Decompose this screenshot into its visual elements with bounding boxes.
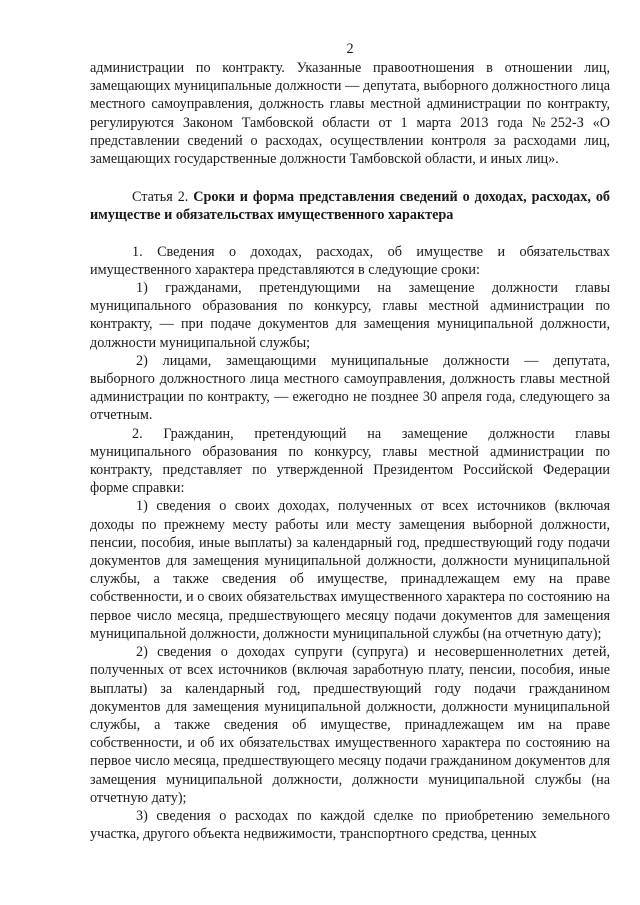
paragraph-item-1: 1. Сведения о доходах, расходах, об имуществе и обязательствах имущественного характера представляются в следующие сроки:	[90, 243, 610, 278]
paragraph-item-2: 2. Гражданин, претендующий на замещение должности главы муниципального образования по конкурсу, главы местной администрации по контракту, представляет по утвержденной Президентом Российской Федерации форме справки:	[90, 425, 610, 497]
paragraph-subitem-1-2: 2) лицами, замещающими муниципальные должности — депутата, выборного должностного лица местного самоуправления, должность главы местной администрации по контракту, — ежегодно не позднее 30 апреля года, следующего за отчетным.	[90, 352, 610, 424]
paragraph-subitem-2-2: 2) сведения о доходах супруги (супруга) и несовершеннолетних детей, полученных от всех источников (включая заработную плату, пенсии, пособия, иные выплаты) за календарный год, предшествующий году подачи гражданином документов для замещения муниципальной должности, должности муниципальной службы, а также сведения об имуществе, принадлежащем им на праве собственности, и об их обязательствах имущественного характера по состоянию на первое число месяца, предшествующего месяцу подачи гражданином документов для замещения муниципальной должности, должности муниципальной службы (на отчетную дату);	[90, 644, 610, 806]
page-number: 2	[346, 41, 354, 57]
paragraph-subitem-1-1: 1) гражданами, претендующими на замещение должности главы муниципального образования по конкурсу, главы местной администрации по контракту, — при подаче документов для замещения муниципальной должности, должности муниципальной службы;	[90, 280, 610, 351]
article-title: Сроки и форма представления сведений о доходах, расходах, об имуществе и обязательствах имущественного характера	[90, 189, 611, 224]
paragraph-subitem-2-3: 3) сведения о расходах по каждой сделке по приобретению земельного участка, другого объекта недвижимости, транспортного средства, ценных	[90, 807, 610, 843]
intro-paragraph: администрации по контракту. Указанные правоотношения в отношении лиц, замещающих муниципальные должности — депутата, выборного должностного лица местного самоуправления, должность главы местной администрации по контракту, регулируются Законом Тамбовской области от 1 марта 2013 года №252-З «О представлении сведений о расходах, осуществлении контроля за расходами лиц, замещающих государственные должности Тамбовской области, и иных лиц».	[90, 60, 610, 168]
paragraph-subitem-2-1: 1) сведения о своих доходах, полученных от всех источников (включая доходы по прежнему месту работы или месту замещения выборной должности, пенсии, пособия, иные выплаты) за календарный год, предшествующий году подачи документов для замещения муниципальной должности, должности муниципальной службы, а также сведения об имуществе, принадлежащем ему на праве собственности, и о своих обязательствах имущественного характера по состоянию на первое число месяца, предшествующего месяцу подачи документов для замещения муниципальной должности, должности муниципальной службы (на отчетную дату);	[90, 498, 610, 642]
article-prefix: Статья 2.	[132, 189, 194, 206]
article-heading	[90, 188, 610, 224]
